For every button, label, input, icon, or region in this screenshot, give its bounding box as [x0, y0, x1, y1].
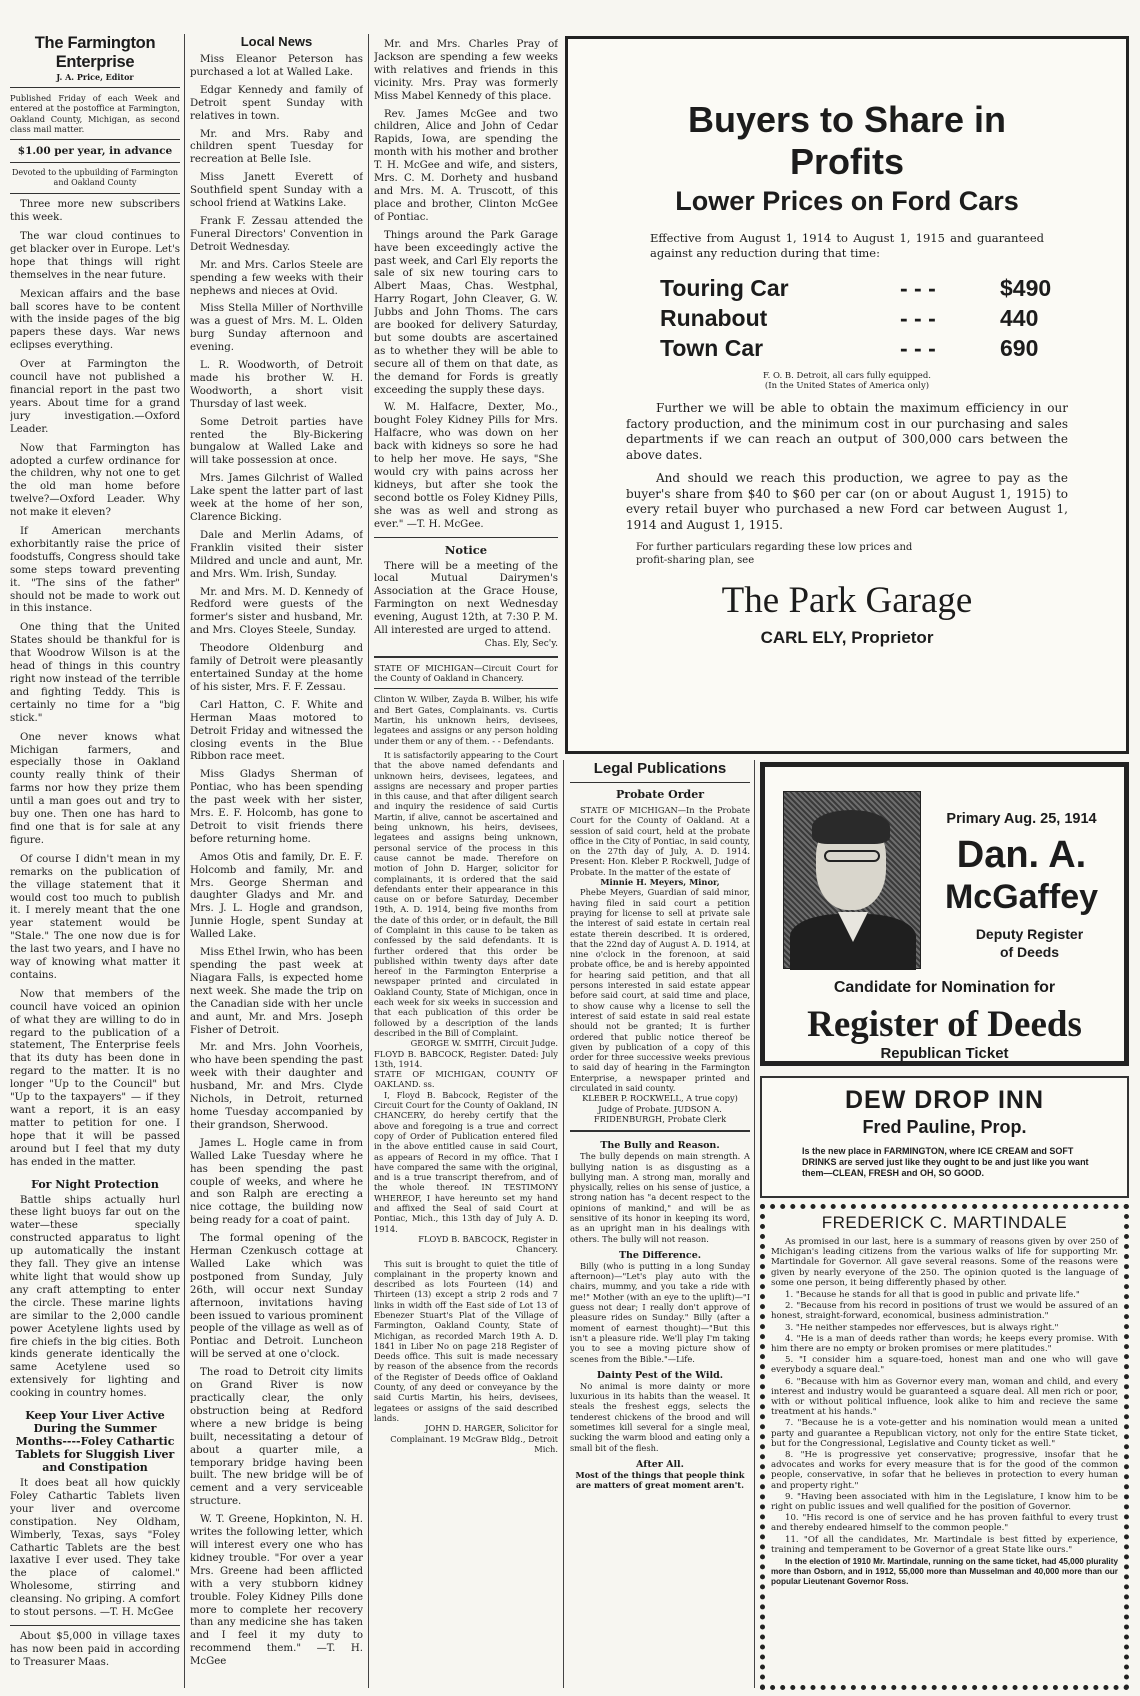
- bully-heading: The Bully and Reason.: [600, 1140, 720, 1152]
- martindale-footer: In the election of 1910 Mr. Martindale, running on the same ticket, had 45,000 plurality more than Osborn, and in 1912, 55,000 more than Musselman and 40,000 more than our popular Lieutenant Governor Ross.: [771, 1557, 1118, 1586]
- ford-headline-3: Lower Prices on Ford Cars: [675, 186, 1019, 216]
- mcgaffey-ad: [760, 762, 1129, 1066]
- local-news-item: Mr. and Mrs. Carlos Steele are spending a few weeks with their nephews and nieces at Ovid.: [190, 259, 363, 297]
- legal-heading: Legal Publications: [593, 760, 727, 777]
- local-news-item: Amos Otis and family, Dr. E. F. Holcomb and family, Mr. and Mrs. George Sherman and daughter Gladys and Mr. and Mrs. J. L. Hogle and grandson, Junnie Hogle, spent Sunday at Walled Lake.: [190, 851, 363, 941]
- local-news-item: James L. Hogle came in from Walled Lake Tuesday where he has been spending the past couple of weeks, and where he and son Ralph are erecting a nice cottage, the building now being ready for a coat of paint.: [190, 1137, 363, 1227]
- price-row: Town Car - - - 690: [660, 335, 1039, 361]
- local-news-item: Carl Hatton, C. F. White and Herman Maas motored to Detroit Friday and witnessed the closing events in the Blue Ribbon race meet.: [190, 699, 363, 763]
- martindale-intro: As promised in our last, here is a summary of reasons given by over 250 of Michigan's leading citizens from the various walks of life for supporting Mr. Martindale for Governor. All gave several reasons. Some of the reasons were given by nearly everyone of the 250. The opinion quoted is the language of some one person, it being differently phased by other.: [771, 1237, 1118, 1288]
- ford-efficiency-paragraph: Further we will be able to obtain the maximum efficiency in our factory production, and the minimum cost in our purchasing and sales departments if we can reach an output of 300,000 cars between the above dates.: [626, 401, 1068, 462]
- editorial-paragraph: Three more new subscribers this week.: [10, 199, 180, 224]
- court-judge: GEORGE W. SMITH, Circuit Judge.: [410, 1038, 558, 1049]
- candidate-portrait: [783, 791, 921, 969]
- ford-price-list: [660, 273, 1126, 363]
- local-news-item: The road to Detroit city limits on Grand River is now practically clear, the only obstruction being at Redford where a new bridge is being built, necessitating a detour of about a quarter mile, a temporary bridge having been built. The new bridge will be of cement and a very serviceable structure.: [190, 1367, 363, 1508]
- dew-drop-inn-ad: [760, 1076, 1129, 1198]
- court-register-signature: FLOYD B. BABCOCK, Register in Chancery.: [418, 1233, 558, 1255]
- local-news-list: [190, 54, 363, 1669]
- ford-headline-2: Profits: [789, 141, 904, 182]
- subscription-price: $1.00 per year, in advance: [17, 145, 173, 158]
- devoted-line: Devoted to the upbuilding of Farmington and Oakland County: [12, 168, 178, 188]
- local-news-heading: Local News: [240, 34, 313, 49]
- martindale-reason: 3. "He neither stampedes nor effervesces, but is always right.": [785, 1322, 1059, 1333]
- park-garage-name: The Park Garage: [721, 580, 973, 621]
- news-list: [374, 39, 558, 532]
- local-news-item: Mr. and Mrs. Raby and children spent Tuesday for recreation at Belle Isle.: [190, 128, 363, 166]
- court-solicitor: JOHN D. HARGER, Solicitor for Complainant. 19 McGraw Bldg., Detroit Mich.: [390, 1423, 558, 1454]
- martindale-reasons: [771, 1290, 1118, 1555]
- local-news-item: W. T. Greene, Hopkinton, N. H. writes the following letter, which will interest every one who has kidney trouble. "For over a year Mrs. Greene had been afflicted with a very stubborn kidney trouble. Foley Kidney Pills done more to complete her recovery than any medicine she has taken and I feel it my duty to recommend them." —T. H. McGee: [190, 1514, 363, 1668]
- news-and-court-column: [374, 34, 558, 1690]
- local-news-item: Mr. and Mrs. M. D. Kennedy of Redford were guests of the former's sister and husband, Mr. and Mrs. Cloyes Steele, Sunday.: [190, 586, 363, 637]
- local-news-column: [190, 34, 363, 1690]
- martindale-ad: [760, 1204, 1129, 1690]
- liver-ad-text: It does beat all how quickly Foley Cathartic Tablets liven your liver and overcome constipation. Ney Oldham, Wimberly, Texas, says "Foley Cathartic Tablets are the best laxative I ever used. They take the place of calomel." Wholesome, stirring and cleansing. No griping. A comfort to stout persons. —T. H. McGee: [10, 1478, 180, 1619]
- ford-particulars: For further particulars regarding these low prices and profit-sharing plan, see: [636, 542, 913, 566]
- notice-heading: Notice: [444, 542, 488, 557]
- martindale-reason: 8. "He is progressive yet conservative; progressive, insofar that he advocates and works for every measure that is for the good of the common people, conservative, in sofar that he believes in protection to every human and property right.": [771, 1450, 1118, 1491]
- ford-headline-1: Buyers to Share in: [687, 99, 1007, 140]
- local-news-item: The formal opening of the Herman Czenkusch cottage at Walled Lake which was postponed from Sunday, July 26th, will occur next Sunday afternoon, invitations having been issued to various prominent people of the village as well as of Pontiac and Detroit. Luncheon will be served at one o'clock.: [190, 1233, 363, 1361]
- probate-text-2: Phebe Meyers, Guardian of said minor, having filed in said court a petition praying for license to sell at private sale the interest of said estate in certain real estate therein described. It is ordered, that the 22nd day of August A. D. 1914, at nine o'clock in the forenoon, at said probate office, be and is hereby appointed for hearing said petition, and that all persons interested in said estate appear before said court, at said time and place, to show cause why a license to sell the interest of said estate in said real estate should not be granted; It is further ordered that public notice thereof be given by publication of a copy of this order for three successive weeks previous to said day of hearing in the Farmington Enterprise, a newspaper printed and circulated in said county.: [570, 887, 750, 1094]
- martindale-reason: 1. "Because he stands for all that is good in public and private life.": [785, 1290, 1080, 1301]
- liver-ad-heading: Keep Your Liver Active During the Summer Months----Foley Cathartic Tablets for Sluggish Liver and Constipation: [15, 1409, 175, 1475]
- night-protection-text: Battle ships actually hurl these light buoys far out on the water—these specially constructed apparatus to light up automatically the instant they fall. They give an intense white light that would show up any craft attempting to enter the circle. These marine lights are similar to the 2,000 candle power Acetylene lights used by fire chiefs in the big cities. Both kinds generate identically the same Acetylene used so extensively for lighting and cooking in country homes.: [10, 1194, 180, 1400]
- martindale-reason: 5. "I consider him a square-toed, honest man and one who will gave everybody a square deal.": [771, 1355, 1118, 1376]
- local-news-item: Miss Gladys Sherman of Pontiac, who has been spending the past week with her sister, Mrs. E. F. Holcomb, has gone to Detroit to visit friends there before returning home.: [190, 769, 363, 845]
- column-rule: [368, 34, 369, 1688]
- local-news-item: Miss Stella Miller of Northville was a guest of Mrs. M. L. Olden burg Sunday afternoon and evening.: [190, 303, 363, 354]
- editorial-paragraph: Over at Farmington the council have not published a financial report in the past two years. About time for a grand jury investigation.—Oxford Leader.: [10, 359, 180, 435]
- court-order: It is satisfactorily appearing to the Court that the above named defendants and unknown heirs, devisees, legatees, and assigns are necessary and proper parties in this cause, and that after diligent search and inquiry the residence of said Curtis Martin, if alive, cannot be ascertained and being unknown, his heirs, devisees, legatees and assigns being unknown, personal service of the process in this cause cannot be made. Therefore on motion of John D. Harger, solicitor for complainants, it is ordered that the said defendants enter their appearance in this cause on or before Saturday, December 19th, A. D. 1914, being five months from the date of this order, or in default, the Bill of Complaint in this cause to be taken as confessed by the said defendants. It is further ordered that this order be published within twenty days after date hereof in the Farmington Enterprise a newspaper printed and circulated in Oakland County, State of Michigan, once in each week for six weeks in succession and that each publication of this order be followed by a description of the lands described in the Bill of Complaint.: [374, 749, 558, 1038]
- probate-signature: KLEBER P. ROCKWELL, A true copy) Judge of Probate. JUDSON A. FRIDENBURGH, Probate Clerk: [582, 1093, 738, 1124]
- editorial-paragraph: Now that members of the council have voiced an opinion of what they are willing to do in regard to the publication of a statement, The Enterprise feels that its duty has been done in regard to the matter. It is no longer "Up to the Council" but "Up to the taxpayers" — if they want a report, it is an easy matter to petition for one. I hope that it will be passed around but I feel that my duty has ended in the matter.: [10, 988, 180, 1168]
- bully-text: The bully depends on main strength. A bullying nation is as disgusting as a bullying man. A strong man, morally and physically, relies on his sense of justice, a strong nation has "a decent respect to the opinions of mankind," and will be as sensitive of its honor in keeping its word, as an upright man in his dealings with others. The bully will not reason.: [570, 1151, 750, 1244]
- ford-fob-note: (In the United States of America only): [764, 381, 930, 391]
- court-state: STATE OF MICHIGAN, COUNTY OF OAKLAND. ss.: [374, 1069, 558, 1090]
- editorial-paragraph: If American merchants exhorbitantly raise the price of foodstuffs, Congress should take some steps toward preventing it. "The sins of the father" should not be made to work out in this instance.: [10, 526, 180, 615]
- news-item: Things around the Park Garage have been exceedingly active the past week, and Carl Ely reports the sale of six new touring cars to Albert Maas, Chas. Westphal, Harry Rogart, John Cleaver, G. W. Jubbs and John Thoms. The cars are booked for delivery Saturday, but some doubts are ascertained as to whether they will be able to secure all of them on that date, as the demand for Fords is greatly exceeding the supply these days.: [374, 229, 558, 396]
- local-news-item: L. R. Woodworth, of Detroit made his brother W. H. Woodworth, a short visit Thursday of last week.: [190, 360, 363, 410]
- column-rule: [184, 34, 185, 1688]
- publication-notice: Published Friday of each Week and entered at the postoffice at Farmington, Oakland County, Michigan, as second class mail matter.: [10, 93, 180, 134]
- court-parties: Clinton W. Wilber, Zayda B. Wilber, his wife and Bert Gates, Complainants. vs. Curtis Martin, his unknown heirs, devisees, legatees and assigns or any person holding under them or any of them. - - Defendants.: [374, 694, 558, 746]
- martindale-reason: 4. "He is a man of deeds rather than words; he keeps every promise. With him there are no empty or broken promises or mere platitudes.": [771, 1333, 1118, 1355]
- martindale-name: FREDERICK C. MARTINDALE: [821, 1213, 1068, 1232]
- editorial-column: [10, 34, 180, 1690]
- martindale-reason: 2. "Because from his record in positions of trust we would be assured of an honest, straight-forward, economical, business administration.": [771, 1301, 1118, 1322]
- court-heading: STATE OF MICHIGAN—Circuit Court for the County of Oakland in Chancery.: [374, 662, 558, 684]
- ford-effective-date: Effective from August 1, 1914 to August 1, 1915 and guaranteed against any reduction during that time:: [650, 231, 1044, 260]
- editorial-paragraph: One never knows what Michigan farmers, and especially those in Oakland county really think of their farms nor how they prize them until a man goes out and try to buy one. Then one has hard to find one that is for sale at any figure.: [10, 731, 180, 846]
- ford-ad: [565, 36, 1129, 754]
- primary-date: Primary Aug. 25, 1914: [946, 811, 1097, 827]
- martindale-reason: 7. "Because he is a vote-getter and his nomination would mean a united party and guarantee a Republican victory, not only for the entire State ticket, but for the Congressional, Legislative and County ticket as well.": [771, 1418, 1118, 1449]
- candidate-name-2: McGaffey: [944, 878, 1099, 916]
- editorial-paragraph: Now that Farmington has adopted a curfew ordinance for the children, why not one to get the old man home before twelve?—Oxford Leader. Why not make it eleven?: [10, 442, 180, 519]
- court-certificate: I, Floyd B. Babcock, Register of the Circuit Court for the County of Oakland, IN CHANCERY, do hereby certify that the above and foregoing is a true and correct copy of Order of Publication entered filed in the above entitled cause in said Court, as appears of Record in my office. That I have compared the same with the original, and is a true transcript therefrom, and of the whole thereof. IN TESTIMONY WHEREOF, I have hereunto set my hand and affixed the Seal of said Court at Pontiac, Mich., this 13th day of July A. D. 1914.: [374, 1089, 558, 1234]
- local-news-item: Theodore Oldenburg and family of Detroit were pleasantly entertained Sunday at the home of his sister, Mrs. F. F. Zessau.: [190, 643, 363, 693]
- local-news-item: Edgar Kennedy and family of Detroit spent Sunday with relatives in town.: [190, 84, 363, 122]
- notice-text: There will be a meeting of the local Mutual Dairymen's Association at the Grace House, Farmington on next Wednesday evening, August 12th, at 7:30 P. M. All interested are urged to attend.: [374, 560, 558, 637]
- office-sought: Register of Deeds: [807, 1004, 1082, 1045]
- taxes-paragraph: About $5,000 in village taxes has now been paid in according to Treasurer Maas.: [10, 1631, 180, 1668]
- night-protection-heading: For Night Protection: [31, 1177, 159, 1191]
- probate-heading: Probate Order: [616, 788, 704, 801]
- local-news-item: Some Detroit parties have rented the Bly-Bickering bungalow at Walled Lake and will take possession at once.: [190, 416, 363, 467]
- local-news-item: Mrs. James Gilchrist of Walled Lake spent the latter part of last week at the home of her son, Clarence Bicking.: [190, 473, 363, 523]
- inn-description: Is the new place in FARMINGTON, where ICE CREAM and SOFT DRINKS are served just like they ought to be and just like you want them—CLEAN, FRESH and OH, SO GOOD.: [802, 1146, 1089, 1178]
- price-row: Touring Car - - - $490: [660, 275, 1052, 301]
- candidacy-line: Candidate for Nomination for: [833, 979, 1056, 996]
- difference-heading: The Difference.: [618, 1249, 702, 1261]
- news-item: Mr. and Mrs. Charles Pray of Jackson are spending a few weeks with relatives and friends in this vicinity. Mrs. Pray was formerly Miss Mabel Kennedy of this place.: [374, 39, 558, 102]
- candidate-title: Deputy Register of Deeds: [975, 926, 1084, 960]
- price-row: Runabout - - - 440: [660, 305, 1039, 331]
- ford-profit-share-paragraph: And should we reach this production, we agree to pay as the buyer's share from $40 to $60 per car (on or about August 1, 1915) to every retail buyer who purchased a new Ford car between August 1, 1914 and August 1, 1915.: [626, 471, 1068, 532]
- probate-text: STATE OF MICHIGAN—In the Probate Court for the County of Oakland. At a session of said court, held at the probate office in the City of Pontiac, in said county, on the 27th day of July, A. D. 1914. Present: Hon. Kleber P. Rockwell, Judge of Probate. In the matter of the estate of: [570, 805, 750, 877]
- local-news-item: Miss Ethel Irwin, who has been spending the past week at Niagara Falls, is expected home next week. She made the trip on the Canadian side with her uncle and aunt, Mr. and Mrs. Joseph Fisher of Detroit.: [190, 947, 363, 1036]
- editorial-paragraph: One thing that the United States should be thankful for is that Woodrow Wilson is at the head of things in this country right now instead of the terrible and fighting Teddy. This is certainly no time for a "big stick.": [10, 622, 180, 724]
- ford-fob: F. O. B. Detroit, all cars fully equipped.: [763, 371, 931, 381]
- column-rule: [754, 760, 755, 1688]
- local-news-item: Miss Janett Everett of Southfield spent Sunday with a school friend at Watkins Lake.: [190, 172, 363, 210]
- inn-proprietor: Fred Pauline, Prop.: [862, 1117, 1027, 1137]
- masthead: The Farmington Enterprise: [34, 34, 156, 71]
- local-news-item: Frank F. Zessau attended the Funeral Directors' Convention in Detroit Wednesday.: [190, 215, 363, 253]
- park-garage-proprietor: CARL ELY, Proprietor: [760, 628, 934, 647]
- martindale-reason: 11. "Of all the candidates, Mr. Martindale is best fitted by experience, training and temperament to be Governor of a great State like ours.": [771, 1534, 1118, 1555]
- after-all-heading: After All.: [636, 1458, 684, 1470]
- after-all-text: Most of the things that people think are matters of great moment aren't.: [575, 1469, 745, 1491]
- ticket-line: Republican Ticket: [880, 1045, 1009, 1062]
- dainty-text: No animal is more dainty or more luxurious in its habits than the weasel. It steals the freshest eggs, selects the tenderest chickens of the brood and will sometimes kill several for a single meal, sucking the warm blood and eating only a small bit of the flesh.: [570, 1380, 750, 1453]
- probate-minor: Minnie H. Meyers, Minor,: [600, 877, 720, 888]
- notice-signature: Chas. Ely, Sec'y.: [484, 638, 558, 649]
- martindale-reason: 9. "Having been associated with him in the Legislature, I know him to be right on public issues and well qualified for the position of Governor.: [771, 1491, 1118, 1513]
- candidate-name-1: Dan. A.: [956, 834, 1087, 876]
- legal-publications-column: [570, 760, 750, 1690]
- news-item: Rev. James McGee and two children, Alice and John of Cedar Rapids, Iowa, are spending the month with his mother and brother T. H. McGee and wife, and sisters, Mrs. C. M. Dorhety and husband and Mrs. M. A. Truscott, of this place and brother, Clinton McGee of Pontiac.: [374, 108, 558, 223]
- court-register: FLOYD B. BABCOCK, Register. Dated: July 13th, 1914.: [374, 1048, 558, 1069]
- inn-name: DEW DROP INN: [844, 1086, 1045, 1114]
- local-news-item: Mr. and Mrs. John Voorheis, who have been spending the past week with their daughter and husband, Mr. and Mrs. Clyde Nichols, in Detroit, returned home Tuesday accompanied by their grandson, Sherwood.: [190, 1042, 363, 1131]
- editor-line: J. A. Price, Editor: [56, 72, 134, 82]
- local-news-item: Dale and Merlin Adams, of Franklin visited their sister Mildred and uncle and aunt, Mr. and Mrs. Wm. Irish, Sunday.: [190, 529, 363, 580]
- column-rule: [563, 760, 564, 1688]
- martindale-reason: 6. "Because with him as Governor every man, woman and child, and every interest and industry would be guaranteed a square deal. All men rich or poor, with or without political influence, look alike to him and recieve the same treatment at his hands.": [771, 1376, 1118, 1418]
- editorial-paragraph: Mexican affairs and the base ball scores have to be content with the inside pages of the big papers these days. War news eclipses everything.: [10, 288, 180, 352]
- martindale-reason: 10. "His record is one of service and he has proven faithful to every trust and thereby endeared himself to the common people.": [771, 1513, 1118, 1534]
- news-item: W. M. Halfacre, Dexter, Mo., bought Foley Kidney Pills for Mrs. Halfacre, who was down on her back with kidneys so sore he had to help her move. He says, "She would cry with pains across her kidneys, but after she took the second bottle os Foley Kidney Pills, she was as well and strong as ever." —T. H. McGee.: [374, 402, 558, 530]
- local-news-item: Miss Eleanor Peterson has purchased a lot at Walled Lake.: [190, 54, 363, 78]
- dainty-heading: Dainty Pest of the Wild.: [596, 1369, 724, 1381]
- difference-text: Billy (who is putting in a long Sunday afternoon)—"Let's play auto with the chairs, mummy, and you take a ride with me!" Mother (with an eye to the uplift)—"I guess not dear; I really don't approve of pleasure rides on Sunday." Billy (after a moment of earnest thought)—"But this isn't a pleasure ride. We'll play I'm taking you to see a moving picture show of scenes from the Bible."—Life.: [570, 1260, 750, 1364]
- editorial-paragraph: Of course I didn't mean in my remarks on the publication of the village statement that it would cost too much to publish it. I merely meant that the one year statement would be "Stale." The one now due is for the last two years, and I have no way of knowing what matter it contains.: [10, 853, 180, 981]
- court-suit-description: This suit is brought to quiet the title of complainant in the property known and described as lots Fourteen (14) and Thirteen (13) except a strip 2 rods and 7 links in width off the East side of Lot 13 of Ebenezer Stuart's Plat of the Village of Farmington, Oakland County, State of Michigan, as recorded March 19th A. D. 1841 in Liber No on page 218 Register of Deeds office. This suit is made necessary by reason of the absence from the records of the Register of Deeds office of Oakland County, of any deed or conveyance by the said Curtis Martin, his heirs, devisees, legatees or assigns of the said described lands.: [374, 1258, 558, 1423]
- editorial-paragraph: The war cloud continues to get blacker over in Europe. Let's hope that things will right themselves in the near future.: [10, 231, 180, 281]
